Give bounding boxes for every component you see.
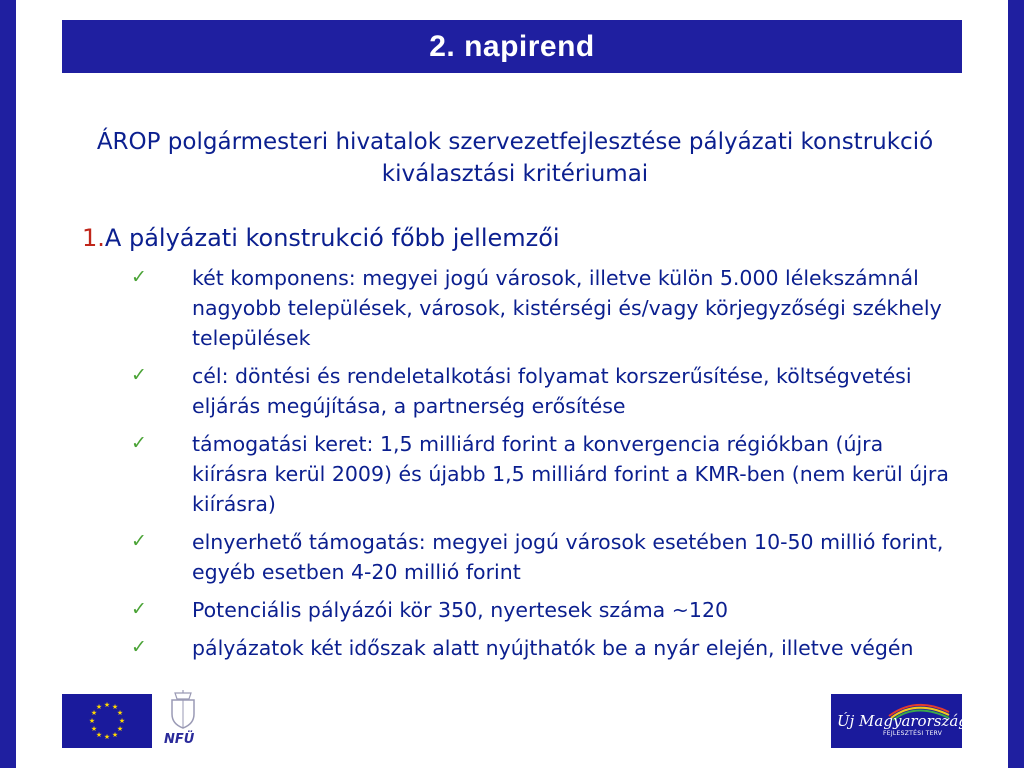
nfu-coat-of-arms-logo (160, 690, 206, 752)
svg-text:★: ★ (88, 717, 96, 725)
svg-text:★: ★ (111, 731, 119, 739)
list-item (131, 633, 951, 663)
coat-of-arms-icon (160, 690, 206, 730)
bullet-list (131, 263, 951, 671)
svg-text:★: ★ (90, 725, 98, 733)
title-bar (62, 20, 962, 73)
eu-flag-logo (62, 694, 152, 748)
list-item-text: két komponens: megyei jogú városok, illetve külön 5.000 lélekszámnál nagyobb települések, városok, kistérségi és/vagy körjegyzőségi székhely települések (192, 266, 942, 350)
slide-title: 2. napirend (429, 29, 595, 63)
uj-magyarorszag-logo (831, 694, 968, 748)
list-item (131, 527, 951, 587)
checkmark-icon: ✓ (131, 598, 147, 620)
list-item (131, 429, 951, 519)
checkmark-icon: ✓ (131, 266, 147, 288)
left-frame-bar (0, 0, 16, 768)
svg-text:★: ★ (118, 717, 126, 725)
list-item (131, 263, 951, 353)
svg-text:★: ★ (116, 709, 124, 717)
checkmark-icon: ✓ (131, 364, 147, 386)
svg-text:★: ★ (95, 703, 103, 711)
list-item-text: Potenciális pályázói kör 350, nyertesek száma ~120 (192, 598, 729, 622)
nfu-label: NFÜ (164, 732, 195, 747)
section-number: 1. (82, 224, 105, 252)
slide-subtitle: ÁROP polgármesteri hivatalok szervezetfejlesztése pályázati konstrukció kiválasztási kritériumai (96, 129, 934, 187)
svg-text:★: ★ (103, 733, 111, 741)
svg-text:★: ★ (111, 703, 119, 711)
list-item-text: pályázatok két időszak alatt nyújthatók be a nyár elején, illetve végén (192, 636, 914, 660)
svg-text:★: ★ (116, 725, 124, 733)
checkmark-icon: ✓ (131, 530, 147, 552)
section-heading-text: A pályázati konstrukció főbb jellemzői (104, 224, 560, 252)
svg-text:★: ★ (95, 731, 103, 739)
right-frame-bar (1008, 0, 1024, 768)
list-item (131, 361, 951, 421)
list-item-text: cél: döntési és rendeletalkotási folyamat korszerűsítése, költségvetési eljárás megújítása, a partnerség erősítése (192, 364, 912, 418)
list-item-text: elnyerhető támogatás: megyei jogú városok esetében 10-50 millió forint, egyéb esetben 4-20 millió forint (192, 530, 944, 584)
checkmark-icon: ✓ (131, 432, 147, 454)
checkmark-icon: ✓ (131, 636, 147, 658)
svg-text:★: ★ (90, 709, 98, 717)
list-item (131, 595, 951, 625)
uj-magyarorszag-logo-text: Új Magyarország (837, 712, 968, 730)
fejlesztesi-terv-label: FEJLESZTÉSI TERV (883, 730, 943, 737)
section-heading (82, 222, 560, 254)
svg-text:★: ★ (103, 701, 111, 709)
list-item-text: támogatási keret: 1,5 milliárd forint a konvergencia régiókban (újra kiírásra kerül 2009) és újabb 1,5 milliárd forint a KMR-ben (nem kerül újra kiírásra) (192, 432, 949, 516)
